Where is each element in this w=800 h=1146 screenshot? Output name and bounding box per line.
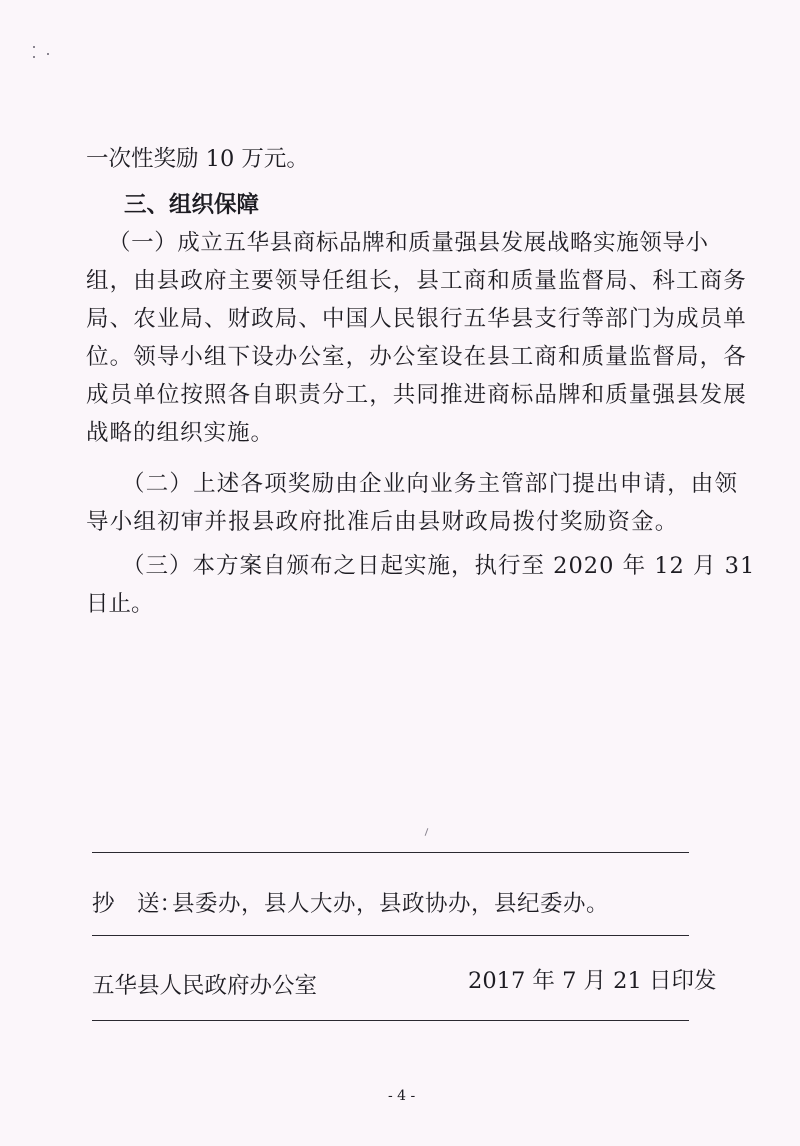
scan-speck xyxy=(47,53,49,55)
cc-label: 抄 送： xyxy=(92,891,183,917)
body-line: 局、农业局、财政局、中国人民银行五华县支行等部门为成员单 xyxy=(86,306,747,332)
body-line: 组，由县政府主要领导任组长，县工商和质量监督局、科工商务 xyxy=(86,268,747,294)
body-line: 导小组初审并报县政府批准后由县财政局拨付奖励资金。 xyxy=(86,509,679,535)
body-line: （一）成立五华县商标品牌和质量强县发展战略实施领导小 xyxy=(108,230,709,256)
scan-speck xyxy=(425,828,429,836)
scan-speck xyxy=(33,56,35,58)
body-line: 成员单位按照各自职责分工，共同推进商标品牌和质量强县发展 xyxy=(86,382,747,408)
issue-date: 2017 年 7 月 21 日印发 xyxy=(468,968,717,994)
footer-rule-top xyxy=(92,852,689,853)
cc-recipients: 县委办，县人大办，县政协办，县纪委办。 xyxy=(172,891,610,917)
issuing-office: 五华县人民政府办公室 xyxy=(92,973,318,999)
body-line: （三）本方案自颁布之日起实施，执行至 2020 年 12 月 31 xyxy=(122,553,756,579)
body-line: 日止。 xyxy=(86,591,154,617)
body-line: 一次性奖励 10 万元。 xyxy=(86,146,309,172)
page-number: - 4 - xyxy=(388,1088,416,1104)
section-heading: 三、组织保障 xyxy=(124,192,260,218)
body-line: 位。领导小组下设办公室，办公室设在县工商和质量监督局，各 xyxy=(86,344,747,370)
scan-speck xyxy=(33,46,35,48)
footer-rule-middle xyxy=(92,935,689,936)
footer-rule-bottom xyxy=(92,1020,689,1021)
body-line: 战略的组织实施。 xyxy=(86,420,275,446)
body-line: （二）上述各项奖励由企业向业务主管部门提出申请，由领 xyxy=(122,471,739,497)
